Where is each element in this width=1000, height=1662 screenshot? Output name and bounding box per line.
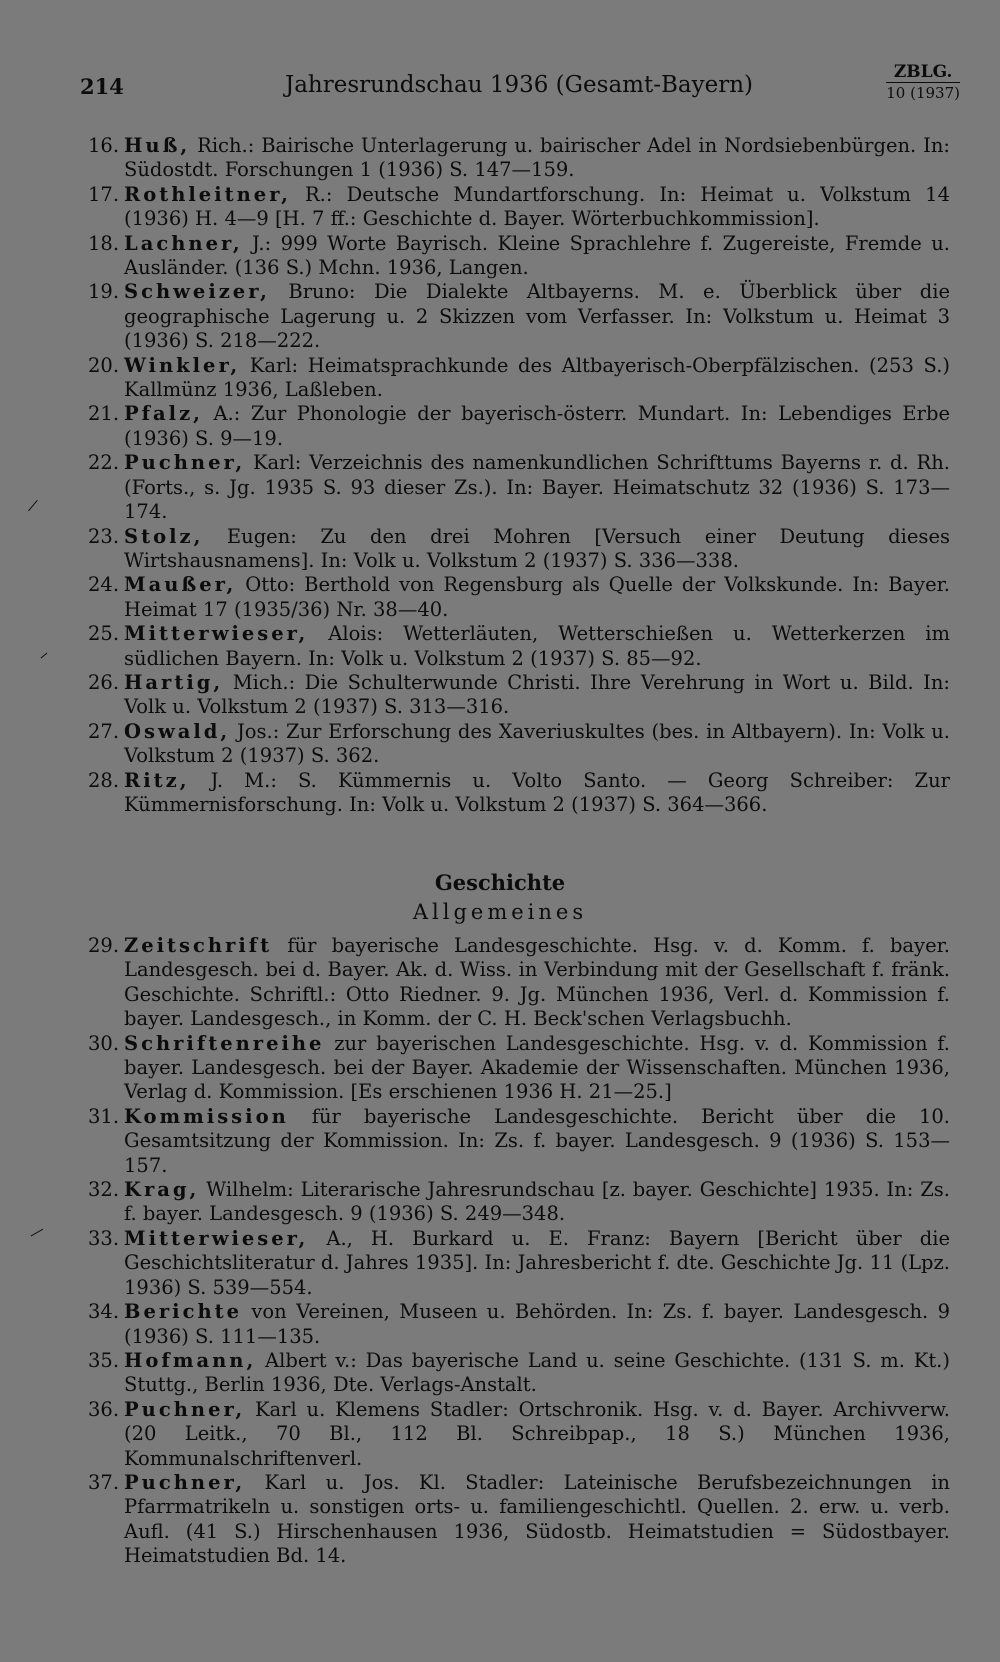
entry-author: Maußer, xyxy=(124,573,237,597)
entry-number: 36. xyxy=(88,1397,120,1421)
subsection-heading: Allgemeines xyxy=(412,900,588,924)
entry-number: 37. xyxy=(88,1470,120,1494)
scan-speck xyxy=(41,653,48,659)
entry-number: 23. xyxy=(88,524,120,548)
entry-number: 33. xyxy=(88,1226,120,1250)
bibliography-entry xyxy=(88,573,950,622)
entry-text: R.: Deutsche Mundartforschung. In: Heimat u. Volkstum 14 (1936) H. 4—9 [H. 7 ff.: Geschichte d. Bayer. Wörterbuchkommission]. xyxy=(124,182,950,231)
entry-author: Winkler, xyxy=(124,353,241,377)
entry-number: 19. xyxy=(88,280,120,304)
bibliography-list-bottom xyxy=(88,934,950,1569)
entry-number: 27. xyxy=(88,719,120,743)
bibliography-entry xyxy=(88,1300,950,1349)
page-number: 214 xyxy=(80,74,124,99)
entry-text: Wilhelm: Literarische Jahresrundschau [z. bayer. Geschichte] 1935. In: Zs. f. bayer. Landesgesch. 9 (1936) S. 249—348. xyxy=(124,1178,950,1226)
entry-text: Rich.: Bairische Unterlagerung u. bairischer Adel in Nordsiebenbürgen. In: Südostdt. Forschungen 1 (1936) S. 147—159. xyxy=(124,134,950,182)
bibliography-entry xyxy=(88,525,950,574)
entry-author: Kommission xyxy=(124,1104,289,1128)
entry-text: zur bayerischen Landesgeschichte. Hsg. v. d. Kommission f. bayer. Landesgesch. bei der Bayer. Akademie der Wissenschaften. München 1936, Verlag d. Kommission. [Es erschienen 1936 H. 21—25.] xyxy=(124,1031,950,1104)
bibliography-entry xyxy=(88,622,950,671)
bibliography-entry xyxy=(88,451,950,524)
entry-author: Puchner, xyxy=(124,1397,246,1421)
entry-author: Rothleitner, xyxy=(124,182,291,206)
bibliography-entry xyxy=(88,232,950,281)
entry-number: 31. xyxy=(88,1104,120,1128)
entry-number: 22. xyxy=(88,451,120,475)
entry-author: Oswald, xyxy=(124,719,231,743)
bibliography-entry xyxy=(88,769,950,818)
entry-number: 34. xyxy=(88,1300,120,1324)
entry-author: Hartig, xyxy=(124,670,224,694)
bibliography-entry xyxy=(88,134,950,183)
bibliography-entry xyxy=(88,1471,950,1569)
entry-text: Mich.: Die Schulterwunde Christi. Ihre Verehrung in Wort u. Bild. In: Volk u. Volkstum 2 (1937) S. 313—316. xyxy=(124,670,950,719)
entry-text: Albert v.: Das bayerische Land u. seine Geschichte. (131 S. m. Kt.) Stuttg., Berlin 1936, Dte. Verlags-Anstalt. xyxy=(124,1348,950,1397)
entry-author: Lachner, xyxy=(124,231,243,255)
entry-text: Karl u. Klemens Stadler: Ortschronik. Hsg. v. d. Bayer. Archivverw. (20 Leitk., 70 Bl., 112 Bl. Schreibpap., 18 S.) München 1936, Kommunalschriftenverl. xyxy=(124,1397,950,1470)
bibliography-entry xyxy=(88,280,950,353)
entry-text: Alois: Wetterläuten, Wetterschießen u. Wetterkerzen im südlichen Bayern. In: Volk u. Volkstum 2 (1937) S. 85—92. xyxy=(124,622,950,670)
bibliography-entry xyxy=(88,1227,950,1300)
bibliography-entry xyxy=(88,1349,950,1398)
entry-author: Pfalz, xyxy=(124,402,203,426)
entry-number: 20. xyxy=(88,353,120,377)
entry-text: von Vereinen, Museen u. Behörden. In: Zs. f. bayer. Landesgesch. 9 (1936) S. 111—135. xyxy=(124,1300,950,1348)
entry-author: Puchner, xyxy=(124,451,246,475)
entry-number: 25. xyxy=(88,622,120,646)
entry-author: Ritz, xyxy=(124,768,190,792)
bibliography-entry xyxy=(88,183,950,232)
entry-text: für bayerische Landesgeschichte. Hsg. v. d. Komm. f. bayer. Landesgesch. bei d. Bayer. Ak. d. Wiss. in Verbindung mit der Gesellschaft f. fränk. Geschichte. Schriftl.: Otto Riedner. 9. Jg. München 1936, Verl. d. Kommission f. bayer. Landesgesch., in Komm. der C. H. Beck'schen Verlagsbuchh. xyxy=(124,934,950,1031)
entry-text: Karl u. Jos. Kl. Stadler: Lateinische Berufsbezeichnungen in Pfarrmatrikeln u. sonstigen orts- u. familiengeschichtl. Quellen. 2. erw. u. verb. Aufl. (41 S.) Hirschenhausen 1936, Südostb. Heimatstudien = Südostbayer. Heimatstudien Bd. 14. xyxy=(124,1470,950,1568)
bibliography-entry xyxy=(88,354,950,403)
entry-author: Schriftenreihe xyxy=(124,1031,325,1055)
entry-number: 21. xyxy=(88,402,120,426)
entry-text: A.: Zur Phonologie der bayerisch-österr. Mundart. In: Lebendiges Erbe (1936) S. 9—19. xyxy=(124,402,950,450)
entry-author: Huß, xyxy=(124,134,191,157)
entry-number: 17. xyxy=(88,182,120,206)
bibliography-list-top xyxy=(88,134,950,817)
bibliography-entry xyxy=(88,671,950,720)
bibliography-entry xyxy=(88,720,950,769)
bibliography-entry xyxy=(88,402,950,451)
entry-author: Berichte xyxy=(124,1300,243,1324)
entry-author: Hofmann, xyxy=(124,1348,257,1372)
entry-text: Jos.: Zur Erforschung des Xaveriuskultes (bes. in Altbayern). In: Volk u. Volkstum 2 (1937) S. 362. xyxy=(124,719,950,768)
entry-number: 35. xyxy=(88,1348,120,1372)
entry-author: Mitterwieser, xyxy=(124,622,309,646)
entry-number: 32. xyxy=(88,1178,120,1202)
entry-author: Mitterwieser, xyxy=(124,1226,309,1250)
page-header xyxy=(80,62,960,112)
entry-text: Karl: Heimatsprachkunde des Altbayerisch-Oberpfälzischen. (253 S.) Kallmünz 1936, Laßleben. xyxy=(124,353,950,402)
bibliography-entry xyxy=(88,1105,950,1178)
entry-text: J.: 999 Worte Bayrisch. Kleine Sprachlehre f. Zugereiste, Fremde u. Ausländer. (136 S.) Mchn. 1936, Langen. xyxy=(124,231,950,280)
entry-number: 26. xyxy=(88,670,120,694)
entry-text: für bayerische Landesgeschichte. Bericht über die 10. Gesamtsitzung der Kommission. In: Zs. f. bayer. Landesgesch. 9 (1936) S. 153—157. xyxy=(124,1104,950,1177)
entry-text: Eugen: Zu den drei Mohren [Versuch einer Deutung dieses Wirtshausnamens]. In: Volk u. Volkstum 2 (1937) S. 336—338. xyxy=(124,524,950,572)
entry-author: Stolz, xyxy=(124,524,204,548)
entry-text: Otto: Berthold von Regensburg als Quelle der Volkskunde. In: Bayer. Heimat 17 (1935/36) Nr. 38—40. xyxy=(124,573,950,621)
entry-number: 24. xyxy=(88,573,120,597)
entry-text: Karl: Verzeichnis des namenkundlichen Schrifttums Bayerns r. d. Rh. (Forts., s. Jg. 1935 S. 93 dieser Zs.). In: Bayer. Heimatschutz 32 (1936) S. 173—174. xyxy=(124,451,950,524)
entry-text: A., H. Burkard u. E. Franz: Bayern [Bericht über die Geschichtsliteratur d. Jahres 1935]. In: Jahresbericht f. dte. Geschichte Jg. 11 (Lpz. 1936) S. 539—554. xyxy=(124,1226,950,1299)
journal-abbreviation: ZBLG. xyxy=(886,62,960,83)
bibliography-entry xyxy=(88,1178,950,1227)
entry-author: Schweizer, xyxy=(124,280,270,304)
entry-text: Bruno: Die Dialekte Altbayerns. M. e. Überblick über die geographische Lagerung u. 2 Skizzen vom Verfasser. In: Volkstum u. Heimat 3 (1936) S. 218—222. xyxy=(124,280,950,353)
entry-text: J. M.: S. Kümmernis u. Volto Santo. — Georg Schreiber: Zur Kümmernisforschung. In: Volk u. Volkstum 2 (1937) S. 364—366. xyxy=(124,768,950,816)
entry-author: Puchner, xyxy=(124,1470,246,1494)
bibliography-entry xyxy=(88,1398,950,1471)
bibliography-entry xyxy=(88,1032,950,1105)
entry-author: Zeitschrift xyxy=(124,934,273,957)
entry-number: 30. xyxy=(88,1031,120,1055)
running-title: Jahresrundschau 1936 (Gesamt-Bayern) xyxy=(285,72,753,98)
entry-number: 28. xyxy=(88,768,120,792)
entry-number: 29. xyxy=(88,934,120,957)
bibliography-entry xyxy=(88,934,950,1032)
entry-number: 18. xyxy=(88,231,120,255)
scan-speck xyxy=(28,500,38,511)
entry-author: Krag, xyxy=(124,1178,200,1202)
journal-reference xyxy=(886,62,960,103)
section-heading: Geschichte xyxy=(434,870,566,895)
scan-speck xyxy=(31,1229,44,1237)
journal-issue: 10 (1937) xyxy=(886,84,960,102)
entry-number: 16. xyxy=(88,134,120,157)
